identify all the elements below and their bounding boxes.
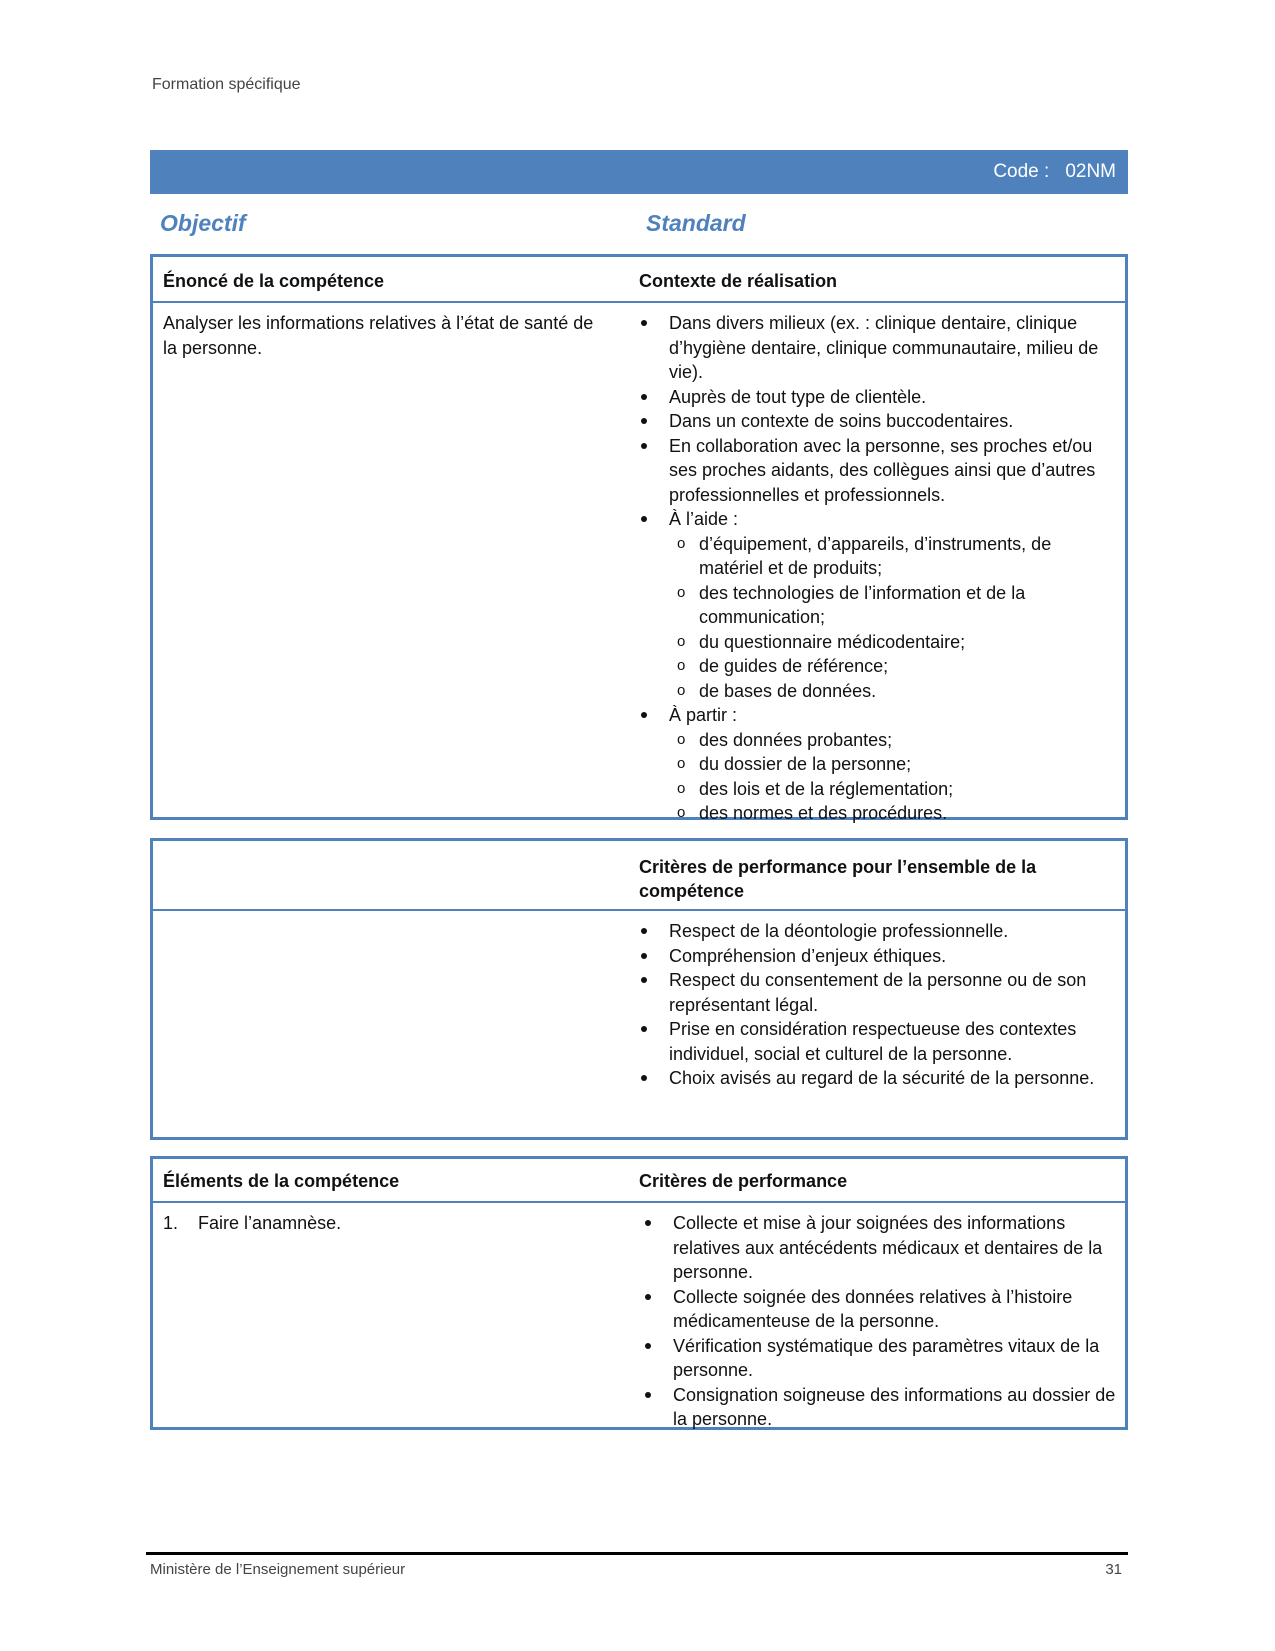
element-number: 1. (163, 1213, 179, 1233)
code-value: 02NM (1065, 161, 1116, 182)
sub-list-item: o du dossier de la personne; (669, 752, 1117, 777)
footer-divider (146, 1552, 1128, 1555)
list-item: Respect de la déontologie professionnelle. (639, 919, 1117, 944)
list-item: Auprès de tout type de clientèle. (639, 385, 1117, 410)
sub-list-item: o des normes et des procédures. (669, 801, 1117, 826)
sub-list-item: o de bases de données. (669, 679, 1117, 704)
element-text: Faire l’anamnèse. (198, 1213, 342, 1233)
standard-heading: Standard (646, 210, 746, 236)
code-label: Code : (993, 161, 1050, 182)
list-item (639, 507, 1117, 703)
list-item: Collecte et mise à jour soignées des informations relatives aux antécédents médicaux et dentaires de la personne. (643, 1211, 1117, 1285)
context-list (639, 311, 1117, 826)
element-item (153, 1211, 639, 1432)
list-item: Dans divers milieux (ex. : clinique dentaire, clinique d’hygiène dentaire, clinique communautaire, milieu de vie). (639, 311, 1117, 385)
footer (150, 1561, 1122, 1578)
elements-header: Éléments de la compétence (163, 1170, 400, 1191)
competence-table (150, 254, 1128, 823)
overall-criteria-table (150, 838, 1128, 1140)
code-bar (150, 150, 1128, 194)
section-label: Formation spécifique (152, 76, 301, 93)
list-item: Respect du consentement de la personne ou de son représentant légal. (639, 968, 1117, 1017)
list-item-label: À l’aide : (669, 509, 739, 529)
list-item: Prise en considération respectueuse des contextes individuel, social et culturel de la personne. (639, 1017, 1117, 1066)
list-item: Collecte soignée des données relatives à l’histoire médicamenteuse de la personne. (643, 1285, 1117, 1334)
overall-criteria-header: Critères de performance pour l’ensemble de la compétence (639, 857, 1037, 901)
sub-list-item: o des technologies de l’information et de la communication; (669, 581, 1117, 630)
list-item-label: À partir : (669, 705, 738, 725)
sub-list-item: o des données probantes; (669, 728, 1117, 753)
elements-table (150, 1156, 1128, 1430)
overall-criteria-list (639, 919, 1117, 1091)
list-item: Vérification systématique des paramètres vitaux de la personne. (643, 1334, 1117, 1383)
list-item: En collaboration avec la personne, ses proches et/ou ses proches aidants, des collègues ainsi que d’autres professionnelles et professionnels. (639, 434, 1117, 508)
performance-criteria-list (643, 1211, 1117, 1432)
sub-list-item: o d’équipement, d’appareils, d’instruments, de matériel et de produits; (669, 532, 1117, 581)
sub-list-item: o de guides de référence; (669, 654, 1117, 679)
column-headers (160, 210, 1120, 240)
contexte-header: Contexte de réalisation (639, 270, 838, 291)
competence-statement: Analyser les informations relatives à l’état de santé de la personne. (163, 313, 594, 358)
list-item: Choix avisés au regard de la sécurité de la personne. (639, 1066, 1117, 1091)
sub-list-item: o des lois et de la réglementation; (669, 777, 1117, 802)
objectif-heading: Objectif (160, 210, 246, 236)
sub-list-item: o du questionnaire médicodentaire; (669, 630, 1117, 655)
enonce-header: Énoncé de la compétence (163, 270, 385, 291)
list-item (639, 703, 1117, 826)
list-item: Compréhension d’enjeux éthiques. (639, 944, 1117, 969)
list-item: Consignation soigneuse des informations au dossier de la personne. (643, 1383, 1117, 1432)
list-item: Dans un contexte de soins buccodentaires. (639, 409, 1117, 434)
page-number: 31 (1105, 1561, 1122, 1578)
performance-header: Critères de performance (639, 1170, 848, 1191)
footer-ministry: Ministère de l’Enseignement supérieur (150, 1561, 406, 1578)
